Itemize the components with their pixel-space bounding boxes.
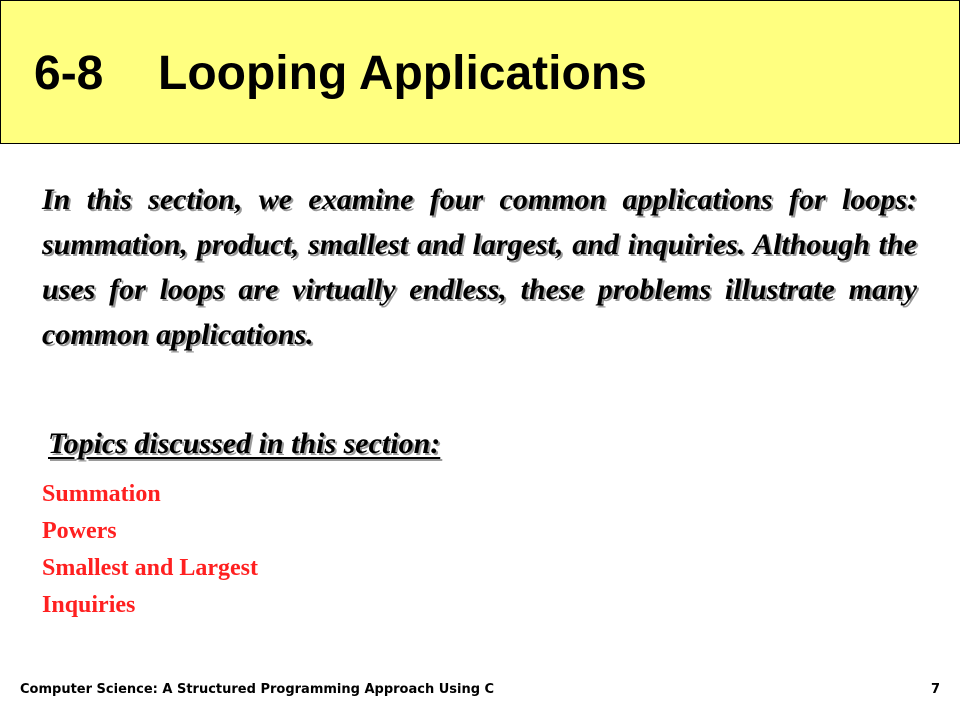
intro-paragraph: In this section, we examine four common applications for loops: summation, product, smallest and largest, and inquiries. Although the uses for loops are virtually endless, these problems illustrate many common applications. <box>42 183 917 351</box>
topic-item: Smallest and Largest <box>42 555 258 581</box>
slide-title <box>34 44 647 104</box>
section-number: 6-8 <box>34 47 104 100</box>
topic-item: Inquiries <box>42 592 136 618</box>
topic-item: Powers <box>42 518 117 544</box>
topic-item: Summation <box>42 481 161 507</box>
section-title: Looping Applications <box>158 47 647 100</box>
topics-heading: Topics discussed in this section: <box>48 427 441 460</box>
footer-book-title: Computer Science: A Structured Programming Approach Using C <box>20 682 495 697</box>
topics-list <box>42 476 258 624</box>
footer-page-number: 7 <box>930 682 940 697</box>
